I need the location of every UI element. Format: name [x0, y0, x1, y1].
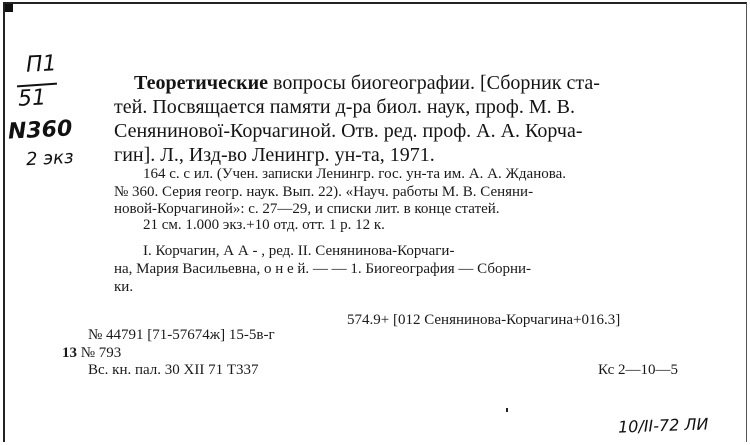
title-line-4: гин]. Л., Изд-во Ленингр. ун-та, 1971. — [114, 144, 435, 166]
description-line-1: 164 с. с ил. (Учен. записки Ленингр. гос. ун-та им. А. А. Жданова. — [143, 166, 567, 182]
handwritten-copies: 2 экз — [25, 146, 75, 171]
title-line-1-rest: вопросы биогеографии. [Сборник ста- — [273, 72, 600, 94]
handwritten-shelf-bottom: 51 — [17, 85, 47, 112]
tracing-line-2: на, Мария Васильевна, о н е й. — — 1. Биогеография — Сборни- — [114, 261, 531, 277]
description-line-2: № 360. Серия геогр. наук. Вып. 22). «Науч. работы М. В. Сеняни- — [114, 184, 534, 200]
title-line-1 — [134, 71, 600, 96]
description-line-3: новой-Корчагиной»: с. 27—29, и списки лит. в конце статей. — [114, 201, 500, 217]
title-line-3: Сенянинової-Корчагиной. Отв. ред. проф. А. А. Корча- — [114, 120, 583, 142]
stray-mark — [506, 408, 508, 412]
footer-line-2 — [62, 344, 121, 362]
footer-line-2-number: № 793 — [80, 345, 122, 361]
title-lead: Теоретические — [134, 72, 269, 94]
footer-line-3: Вс. кн. пал. 30 XII 71 Т337 — [88, 362, 259, 378]
footer-line-1: № 44791 [71-57674ж] 15-5в-г — [88, 327, 275, 343]
card-corner-mark — [5, 4, 13, 12]
footer-line-2-prefix: 13 — [62, 345, 77, 361]
handwritten-shelf-top: П1 — [25, 51, 58, 78]
title-line-2: тей. Посвящается памяти д-ра биол. наук, проф. М. В. — [114, 96, 575, 118]
classification-index: 574.9+ [012 Сенянинова-Корчагина+016.3] — [347, 312, 621, 328]
handwritten-number: N360 — [7, 116, 73, 145]
tracing-line-3: ки. — [114, 279, 134, 295]
tracing-line-1: I. Корчагин, А А - , ред. II. Сенянинова-Корчаги- — [143, 243, 455, 259]
price-code: Кс 2—10—5 — [598, 362, 679, 378]
description-line-4: 21 см. 1.000 экз.+10 отд. отт. 1 р. 12 к. — [143, 217, 385, 233]
handwritten-date: 10/II-72 ЛИ — [617, 414, 709, 437]
